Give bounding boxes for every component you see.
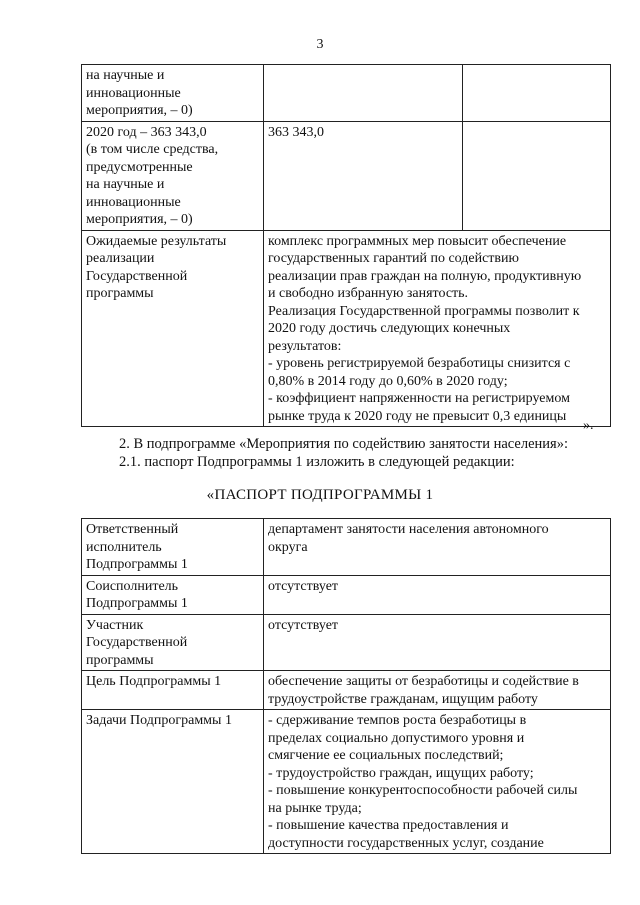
cell-line: обеспечение защиты от безработицы и содействие в: [268, 674, 579, 689]
row-value-cell: [264, 230, 611, 427]
table-row: [82, 710, 611, 854]
cell-line: - повышение качества предоставления и: [268, 818, 509, 833]
cell-line: мероприятия, – 0): [86, 103, 193, 118]
row-extra-cell: [463, 121, 611, 230]
cell-line: - трудоустройство граждан, ищущих работу;: [268, 765, 534, 781]
cell-line: Ответственный: [86, 522, 179, 537]
table-row: [82, 230, 611, 427]
cell-line: на рынке труда;: [268, 800, 362, 816]
passport-table: [81, 518, 611, 854]
table-row: [82, 575, 611, 614]
cell-line: на научные и: [86, 177, 165, 192]
closing-quote: ».: [583, 418, 594, 433]
cell-line: Реализация Государственной программы позволит к: [268, 303, 580, 319]
cell-line: Соисполнитель: [86, 578, 179, 594]
row-value-cell: [264, 671, 611, 710]
cell-line: мероприятия, – 0): [86, 212, 193, 227]
row-label-cell: [82, 614, 264, 671]
table-row: [82, 671, 611, 710]
cell-line: результатов:: [268, 338, 342, 354]
program-funding-table: [81, 64, 611, 427]
paragraph: 2. В подпрограмме «Мероприятия по содействию занятости населения»:: [119, 436, 568, 452]
cell-line: Государственной: [86, 635, 188, 650]
cell-line: программы: [86, 652, 154, 668]
row-value-cell: [264, 614, 611, 671]
row-value-cell: [264, 575, 611, 614]
cell-line: на научные и: [86, 68, 165, 83]
cell-line: Участник: [86, 617, 144, 633]
cell-line: отсутствует: [268, 617, 339, 633]
row-extra-cell: [463, 65, 611, 122]
table-row: [82, 614, 611, 671]
cell-line: округа: [268, 539, 308, 555]
cell-line: и свободно избранную занятость.: [268, 286, 469, 301]
cell-line: исполнитель: [86, 539, 162, 555]
cell-line: - повышение конкурентоспособности рабочей силы: [268, 783, 578, 798]
table-row: [82, 121, 611, 230]
cell-line: Подпрограммы 1: [86, 596, 188, 611]
row-label-cell: [82, 710, 264, 854]
cell-line: рынке труда к 2020 году не превысит 0,3 единицы: [268, 408, 567, 424]
cell-line: смягчение ее социальных последствий;: [268, 748, 504, 763]
cell-line: пределах социально допустимого уровня и: [268, 730, 525, 746]
row-label-cell: [82, 519, 264, 576]
page-number: 3: [316, 37, 324, 52]
cell-line: - сдерживание темпов роста безработицы в: [268, 713, 527, 728]
cell-line: 2020 году достичь следующих конечных: [268, 321, 511, 336]
cell-line: департамент занятости населения автономного: [268, 522, 549, 537]
cell-line: Задачи Подпрограммы 1: [86, 713, 232, 728]
cell-line: Ожидаемые результаты: [86, 233, 227, 249]
cell-line: Цель Подпрограммы 1: [86, 674, 222, 689]
cell-line: инновационные: [86, 85, 181, 101]
cell-line: 363 343,0: [268, 124, 324, 140]
row-value-cell: [264, 65, 463, 122]
cell-line: - коэффициент напряженности на регистрируемом: [268, 391, 570, 406]
cell-line: реализации: [86, 251, 155, 266]
cell-line: комплекс программных мер повысит обеспечение: [268, 233, 567, 249]
cell-line: Подпрограммы 1: [86, 557, 188, 572]
row-label-cell: [82, 230, 264, 427]
row-value-cell: [264, 121, 463, 230]
cell-line: 0,80% в 2014 году до 0,60% в 2020 году;: [268, 373, 508, 389]
table-row: [82, 65, 611, 122]
cell-line: государственных гарантий по содействию: [268, 251, 519, 266]
row-value-cell: [264, 710, 611, 854]
row-label-cell: [82, 121, 264, 230]
row-label-cell: [82, 671, 264, 710]
cell-line: программы: [86, 286, 154, 301]
cell-line: отсутствует: [268, 578, 339, 594]
cell-line: инновационные: [86, 194, 181, 210]
cell-line: 2020 год – 363 343,0: [86, 124, 207, 140]
table-row: [82, 519, 611, 576]
row-label-cell: [82, 65, 264, 122]
cell-line: реализации прав граждан на полную, продуктивную: [268, 268, 582, 284]
section-title: «ПАСПОРТ ПОДПРОГРАММЫ 1: [206, 487, 434, 503]
cell-line: - уровень регистрируемой безработицы снизится с: [268, 356, 571, 371]
cell-line: доступности государственных услуг, создание: [268, 835, 544, 851]
row-value-cell: [264, 519, 611, 576]
cell-line: Государственной: [86, 268, 188, 284]
cell-line: предусмотренные: [86, 159, 193, 175]
paragraph: 2.1. паспорт Подпрограммы 1 изложить в следующей редакции:: [119, 454, 515, 470]
row-label-cell: [82, 575, 264, 614]
cell-line: (в том числе средства,: [86, 142, 219, 157]
cell-line: трудоустройстве гражданам, ищущим работу: [268, 691, 538, 707]
